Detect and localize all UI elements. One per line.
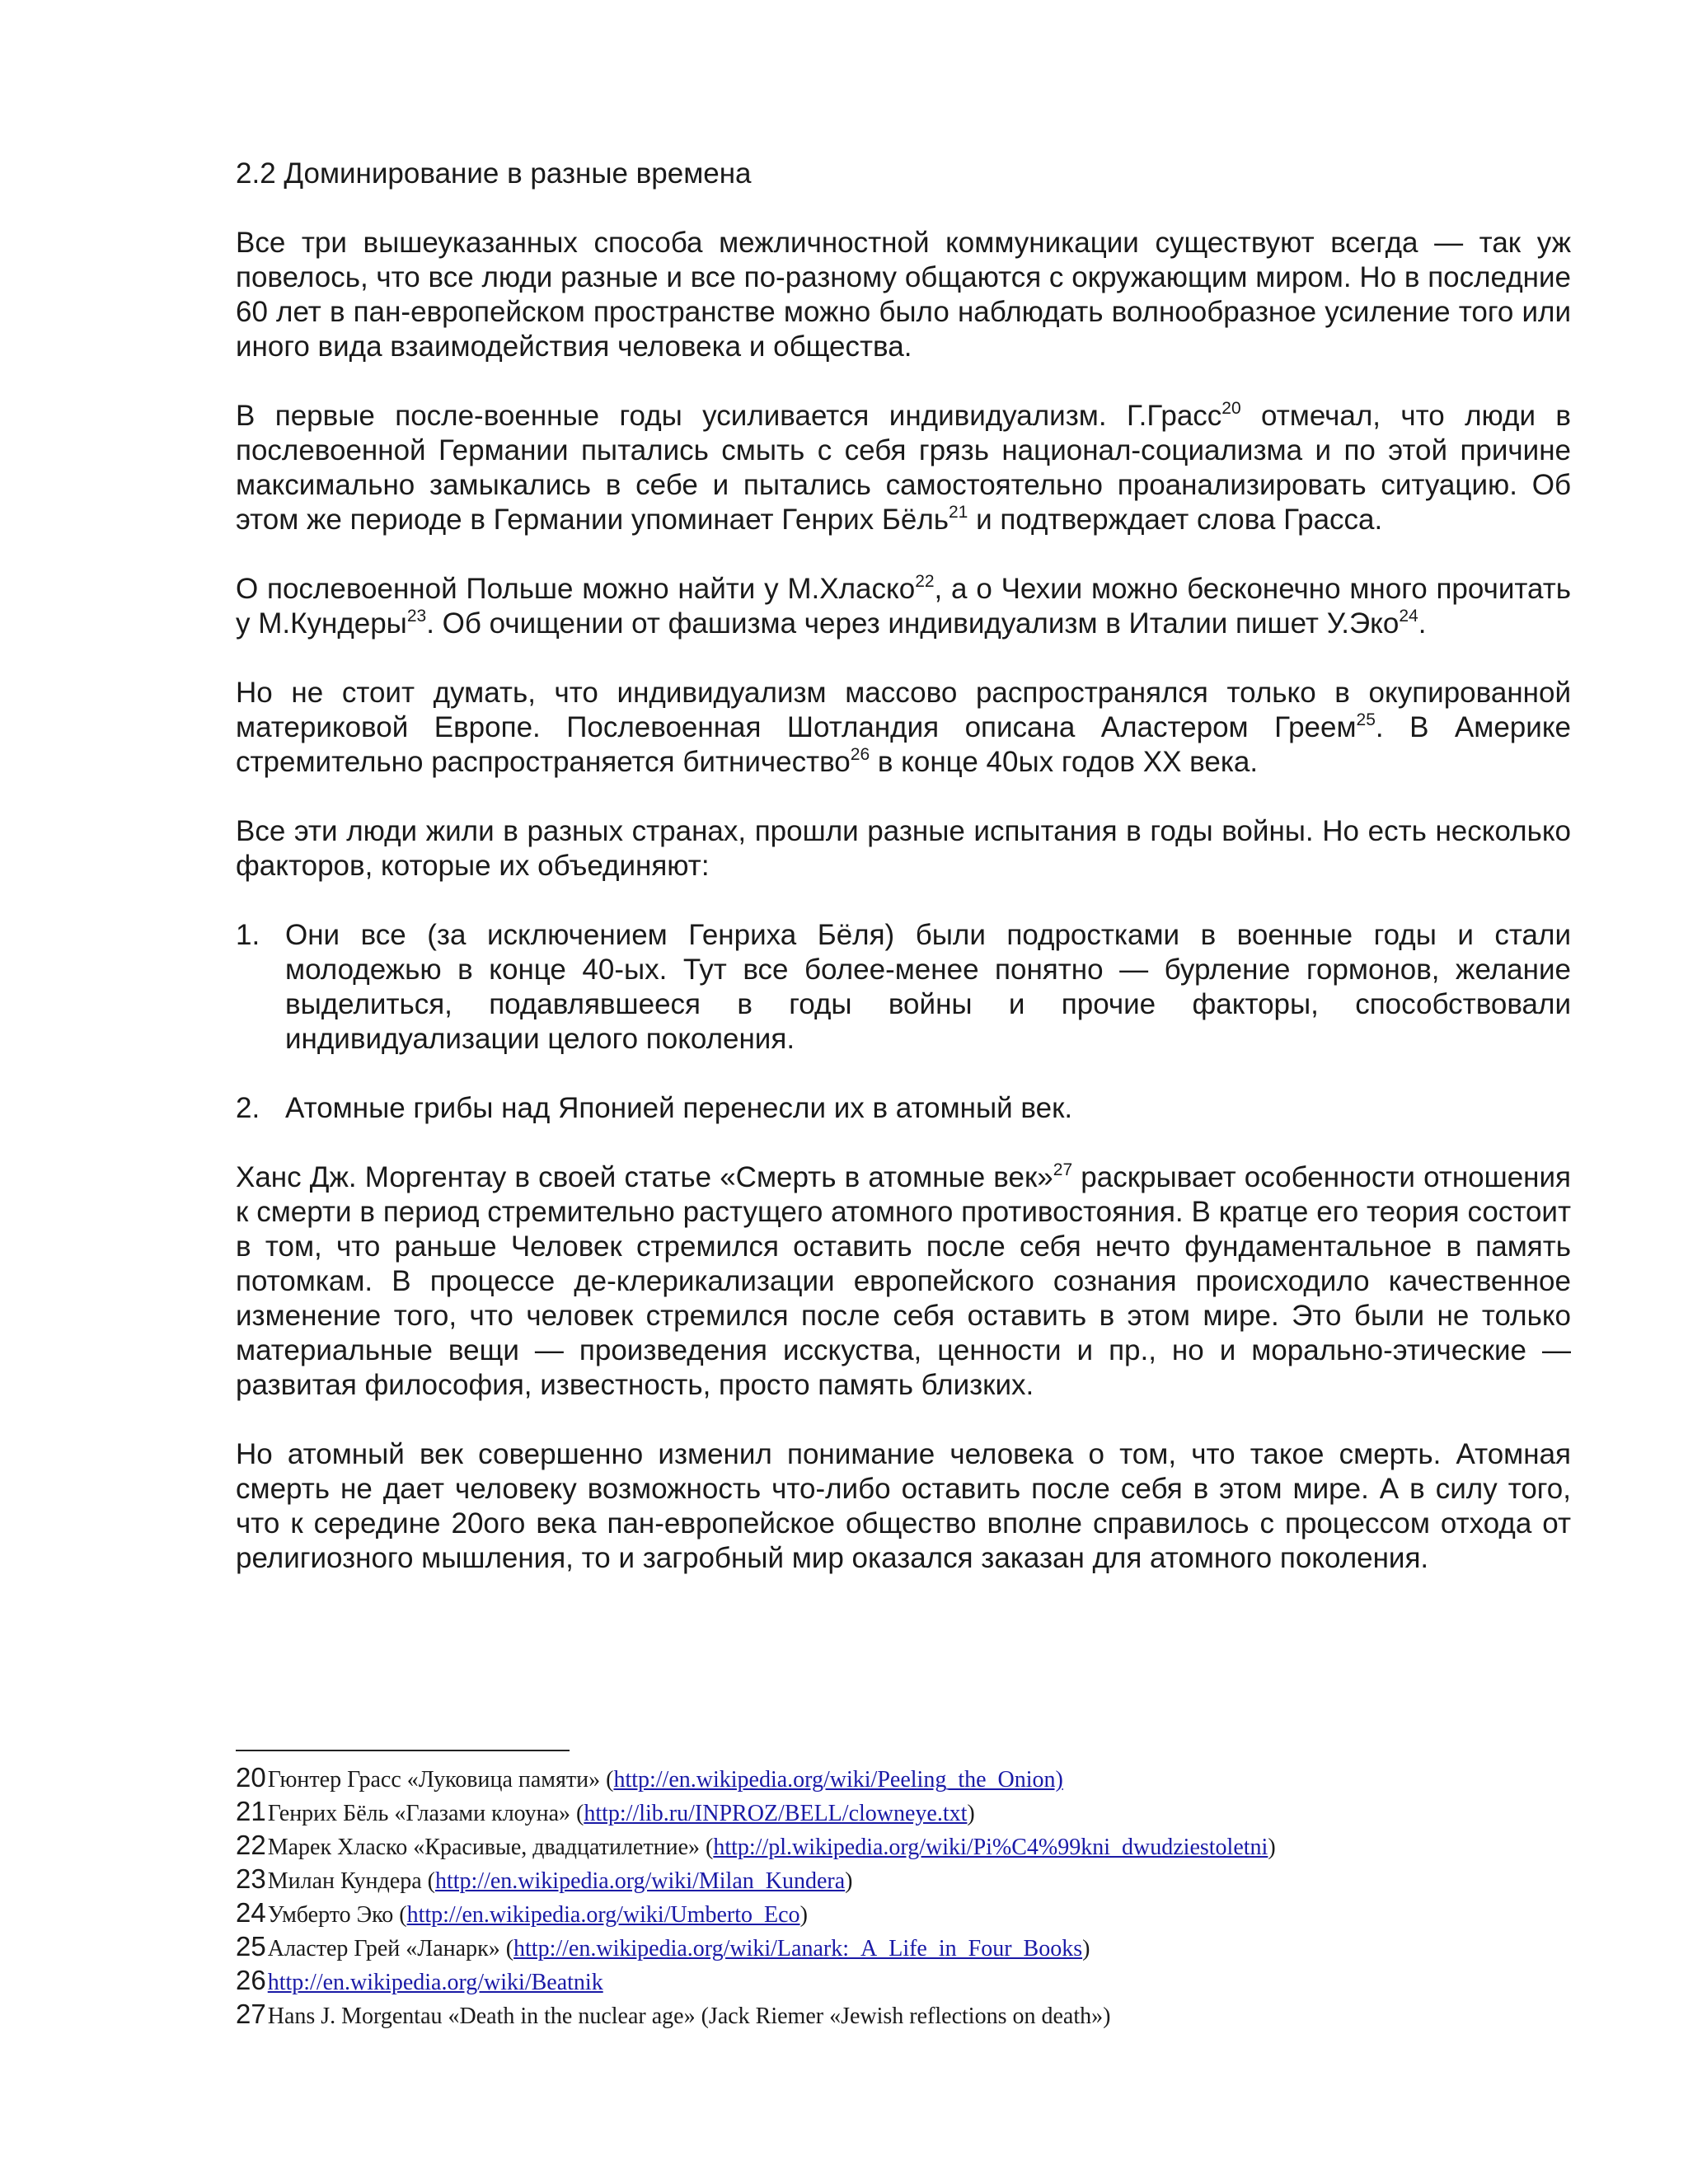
text-run: раскрывает особенности отношения к смерти в период стремительно растущего атомного противостояния. В кратце его теория состоит в том, что раньше Человек стремился оставить после себя нечто фундаментальное в память потомкам. В процессе де-клерикализации европейского сознания происходило качественное изменение того, что человек стремился после себя оставить в этом мире. Это были не только материальные вещи — произведения исскуства, ценности и пр., но и морально-этические — развитая философия, известность, просто память близких. — [236, 1161, 1571, 1401]
footnote-ref: 26 — [850, 745, 870, 764]
text-run: отмечал, что люди в послевоенной Германии пытались смыть с себя грязь национал-социализма и по этой причине максимально замыкались в себе и пытались самостоятельно проанализировать ситуацию. Об этом же периоде в Германии упоминает Генрих Бёль — [236, 400, 1571, 536]
footnote-text: ) — [1268, 1835, 1276, 1860]
text-run: , а о Чехии можно бесконечно много прочитать у М.Кундеры — [236, 573, 1571, 640]
paragraph-atomic-age: Но атомный век совершенно изменил понимание человека о том, что такое смерть. Атомная смерть не дает человеку возможность что-либо оставить после себя в этом мире. А в силу того, что к середине 20ого века пан-европейское общество вполне справилось с процессом отхода от религиозного мышления, то и загробный мир оказался заказан для атомного поколения. — [236, 1438, 1571, 1574]
footnote-number: 21 — [236, 1796, 266, 1826]
footnote-link[interactable]: http://lib.ru/INPROZ/BELL/clowneye.txt — [584, 1801, 968, 1826]
footnote-separator — [236, 1750, 570, 1751]
text-run: в конце 40ых годов XX века. — [870, 746, 1259, 778]
text-run: Ханс Дж. Моргентау в своей статье «Смерть в атомные век» — [236, 1161, 1053, 1193]
paragraph-scotland-america — [236, 676, 1571, 780]
footnote-text: ) — [967, 1801, 975, 1826]
text-run: . — [1418, 607, 1427, 640]
text-run: . В Америке стремительно распространяется битничество — [236, 711, 1571, 778]
factors-list — [236, 918, 1571, 1126]
footnote-link[interactable]: http://en.wikipedia.org/wiki/Milan_Kundera — [434, 1868, 846, 1894]
footnote-link[interactable]: http://en.wikipedia.org/wiki/Beatnik — [267, 1970, 603, 1995]
footnote-ref: 24 — [1399, 607, 1418, 626]
footnote-link[interactable]: http://en.wikipedia.org/wiki/Umberto_Eco — [406, 1902, 800, 1928]
text-run: О послевоенной Польше можно найти у М.Хласко — [236, 573, 916, 605]
footnote-text: Hans J. Morgentau «Death in the nuclear age» (Jack Riemer «Jewish reflections on death») — [267, 2004, 1111, 2029]
footnote-ref: 22 — [915, 572, 935, 591]
footnote-text: ) — [1082, 1936, 1090, 1961]
footnote-number: 20 — [236, 1762, 266, 1793]
text-run: Но не стоит думать, что индивидуализм массово распространялся только в окупированной материковой Европе. Послевоенная Шотландия описана Аластером Греем — [236, 677, 1571, 743]
footnote-text: Марек Хласко «Красивые, двадцатилетние» ( — [267, 1835, 714, 1860]
footnote-number: 22 — [236, 1830, 266, 1860]
document-body — [236, 157, 1571, 1610]
text-run: и подтверждает слова Грасса. — [968, 504, 1383, 536]
footnote-number: 25 — [236, 1931, 266, 1961]
footnote-text: Гюнтер Грасс «Луковица памяти» ( — [267, 1767, 614, 1793]
footnote-number: 23 — [236, 1863, 266, 1894]
list-item — [236, 918, 1571, 1057]
footnote-link[interactable]: http://en.wikipedia.org/wiki/Peeling_the_Onion) — [613, 1767, 1063, 1793]
footnote-ref: 20 — [1221, 399, 1241, 418]
footnote-link[interactable]: http://pl.wikipedia.org/wiki/Pi%C4%99kni_dwudziestoletni — [713, 1835, 1268, 1860]
footnote-ref: 25 — [1356, 710, 1376, 729]
footnote-text: Умберто Эко ( — [267, 1902, 407, 1928]
footnote-text: ) — [845, 1868, 853, 1894]
footnote-text: Аластер Грей «Ланарк» ( — [267, 1936, 514, 1961]
footnote-number: 24 — [236, 1897, 266, 1928]
footnote-ref: 23 — [406, 607, 427, 626]
section-heading: 2.2 Доминирование в разные времена — [236, 157, 752, 190]
paragraph-intro: Все три вышеуказанных способа межличностной коммуникации существуют всегда — так уж повелось, что все люди разные и все по-разному общаются с окружающим миром. Но в последние 60 лет в пан-европейском пространстве можно было наблюдать волнообразное усиление того или иного вида взаимодействия человека и общества. — [236, 227, 1571, 363]
list-number: 1. — [236, 919, 260, 951]
footnote — [236, 1929, 1571, 1963]
list-text: Атомные грибы над Японией перенесли их в атомный век. — [285, 1092, 1073, 1124]
footnote — [236, 1794, 1571, 1828]
footnote-text: Милан Кундера ( — [267, 1868, 435, 1894]
list-number: 2. — [236, 1092, 260, 1124]
footnote — [236, 1997, 1571, 2031]
paragraph-poland-czech-italy — [236, 572, 1571, 641]
footnote-ref: 21 — [949, 503, 968, 522]
footnote — [236, 1896, 1571, 1929]
paragraph-factors: Все эти люди жили в разных странах, прошли разные испытания в годы войны. Но есть несколько факторов, которые их объединяют: — [236, 815, 1571, 882]
footnote-link[interactable]: http://en.wikipedia.org/wiki/Lanark:_A_Life_in_Four_Books — [513, 1936, 1083, 1961]
list-item — [236, 1091, 1571, 1126]
footnote-text: ) — [799, 1902, 808, 1928]
text-run: . Об очищении от фашизма через индивидуализм в Италии пишет У.Эко — [426, 607, 1400, 640]
footnote-ref: 27 — [1053, 1160, 1073, 1179]
paragraph-morgenthau — [236, 1160, 1571, 1403]
list-text: Они все (за исключением Генриха Бёля) были подростками в военные годы и стали молодежью в конце 40-ых. Тут все более-менее понятно — бурление гормонов, желание выделиться, подавлявшееся в годы войны и прочие факторы, способствовали индивидуализации целого поколения. — [285, 919, 1571, 1055]
footnote-number: 27 — [236, 1999, 266, 2029]
footnote — [236, 1862, 1571, 1896]
footnote — [236, 1963, 1571, 1997]
footnote-text: Генрих Бёль «Глазами клоуна» ( — [267, 1801, 584, 1826]
paragraph-postwar-germany — [236, 399, 1571, 537]
footnote — [236, 1760, 1571, 1794]
footnote-number: 26 — [236, 1965, 266, 1995]
text-run: В первые после-военные годы усиливается индивидуализм. Г.Грасс — [236, 400, 1222, 432]
footnote — [236, 1828, 1571, 1862]
footnotes — [236, 1760, 1571, 2031]
